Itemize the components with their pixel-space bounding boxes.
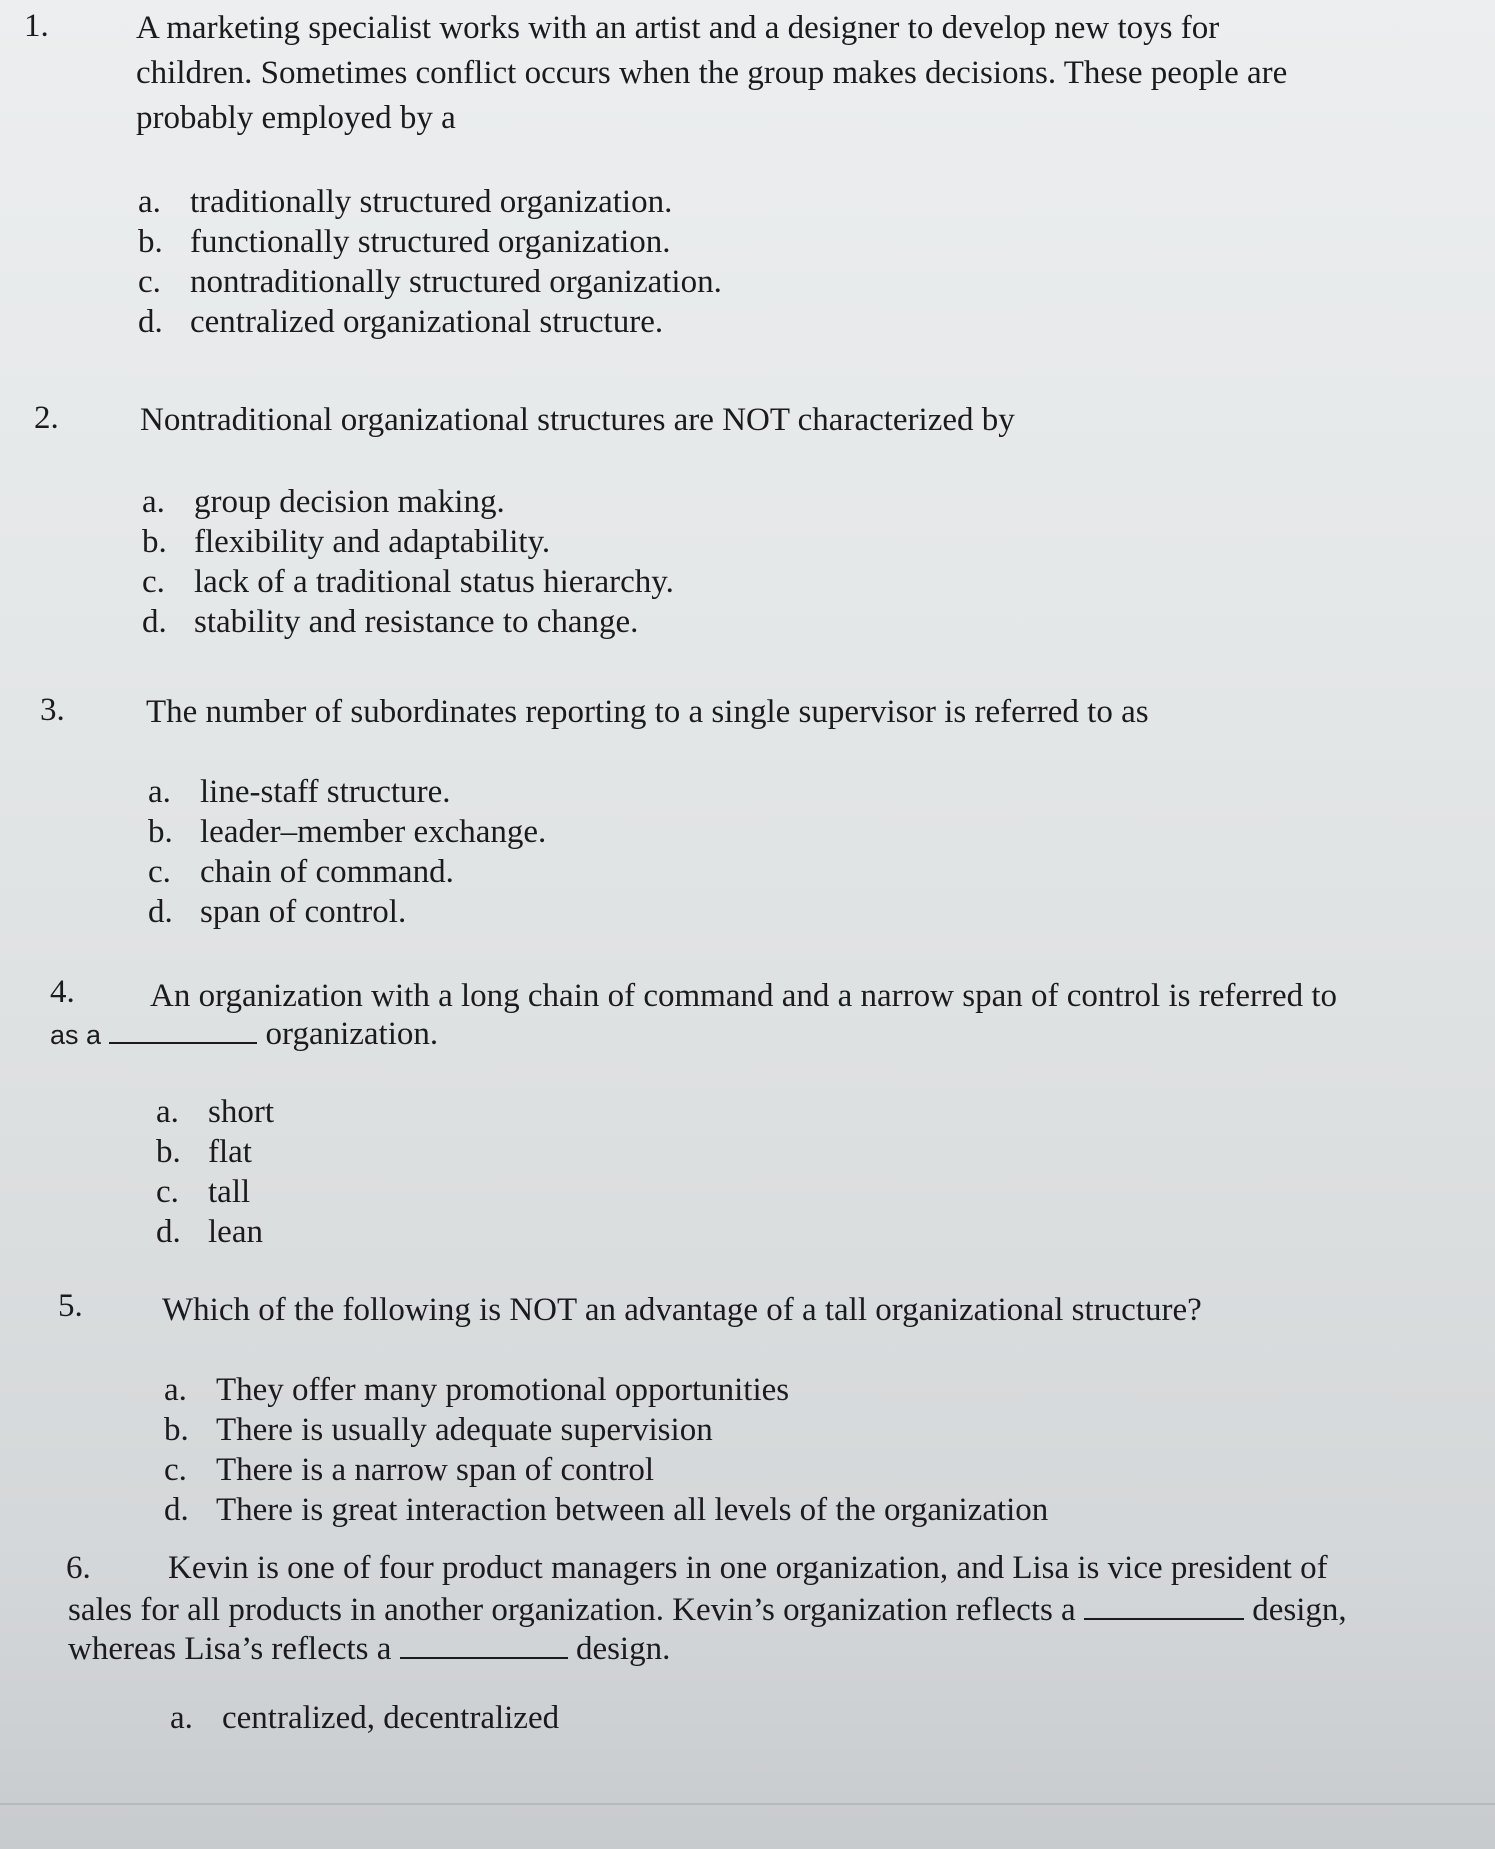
option-letter: a. [148,774,171,810]
answer-option[interactable] [142,522,674,562]
question-stem [168,1548,1468,1588]
answer-option[interactable] [156,1132,274,1172]
option-text: traditionally structured organization. [190,184,673,220]
stem-line-3 [68,1627,1478,1666]
stem-line: The number of subordinates reporting to a single supervisor is referred to as [146,694,1149,730]
answer-blank [1084,1588,1244,1620]
question-stem [140,398,1440,443]
answer-blank [400,1627,568,1659]
answer-option[interactable] [138,262,722,302]
option-text: group decision making. [194,484,505,520]
stem-line: probably employed by a [136,100,456,136]
answer-option[interactable] [164,1410,1048,1450]
option-text: lack of a traditional status hierarchy. [194,564,674,600]
option-letter: c. [156,1174,179,1210]
option-text: There is a narrow span of control [216,1452,655,1488]
option-text: stability and resistance to change. [194,604,639,640]
option-text: There is great interaction between all levels of the organization [216,1492,1049,1528]
question-number: 1. [24,8,49,44]
option-letter: a. [138,184,161,220]
answer-option[interactable] [148,812,546,852]
option-letter: b. [138,224,163,260]
answer-option[interactable] [164,1490,1048,1530]
answer-option[interactable] [138,302,722,342]
option-letter: b. [164,1412,189,1448]
question-stem [136,6,1466,141]
option-text: short [208,1094,274,1130]
answer-option[interactable] [164,1450,1048,1490]
option-letter: c. [164,1452,187,1488]
option-letter: b. [142,524,167,560]
option-letter: a. [142,484,165,520]
stem-suffix: design, [1252,1592,1347,1628]
stem-prefix: whereas Lisa’s reflects a [68,1631,392,1667]
answer-options [156,1092,274,1252]
stem-line-2 [68,1588,1478,1627]
answer-option[interactable] [142,562,674,602]
question-number: 4. [50,974,75,1010]
answer-options [148,772,546,932]
answer-option[interactable] [156,1092,274,1132]
option-text: flat [208,1134,252,1170]
option-letter: a. [156,1094,179,1130]
answer-options [170,1698,559,1738]
answer-option[interactable] [156,1212,274,1252]
option-text: tall [208,1174,251,1210]
option-text: They offer many promotional opportunities [216,1372,790,1408]
answer-option[interactable] [148,772,546,812]
option-letter: b. [148,814,173,850]
answer-options [164,1370,1048,1530]
answer-option[interactable] [170,1698,559,1738]
option-letter: d. [142,604,167,640]
answer-option[interactable] [148,852,546,892]
stem-line: An organization with a long chain of command and a narrow span of control is referred to [150,978,1338,1014]
option-letter: c. [142,564,165,600]
answer-options [142,482,674,642]
question-number: 6. [66,1550,91,1586]
stem-suffix: design. [575,1631,671,1667]
option-letter: d. [148,894,173,930]
answer-option[interactable] [142,602,674,642]
answer-blank [109,1012,257,1044]
answer-options [138,182,722,342]
option-letter: d. [164,1492,189,1528]
stem-line: A marketing specialist works with an artist and a designer to develop new toys for [136,10,1220,46]
option-letter: c. [138,264,161,300]
option-letter: b. [156,1134,181,1170]
question-stem-continuation [68,1588,1478,1666]
stem-line: Nontraditional organizational structures are NOT characterized by [140,402,1015,438]
option-text: centralized organizational structure. [190,304,664,340]
stem-prefix: as a [50,1020,102,1050]
option-letter: a. [164,1372,187,1408]
option-text: There is usually adequate supervision [216,1412,713,1448]
option-text: chain of command. [200,854,454,890]
answer-option[interactable] [156,1172,274,1212]
question-stem [146,690,1446,735]
question-number: 5. [58,1288,83,1324]
divider [0,1803,1495,1805]
option-letter: c. [148,854,171,890]
option-text: flexibility and adaptability. [194,524,551,560]
question-number: 2. [34,400,59,436]
answer-option[interactable] [164,1370,1048,1410]
option-text: nontraditionally structured organization. [190,264,722,300]
option-text: functionally structured organization. [190,224,671,260]
answer-option[interactable] [138,222,722,262]
stem-line: children. Sometimes conflict occurs when the group makes decisions. These people are [136,55,1288,91]
question-stem [162,1288,1462,1333]
option-text: centralized, decentralized [222,1700,560,1736]
option-text: leader–member exchange. [200,814,547,850]
stem-prefix: sales for all products in another organization. Kevin’s organization reflects a [68,1592,1076,1628]
question-number: 3. [40,692,65,728]
option-letter: d. [156,1214,181,1250]
stem-line: Kevin is one of four product managers in one organization, and Lisa is vice president of [168,1550,1328,1586]
option-letter: a. [170,1700,193,1736]
option-letter: d. [138,304,163,340]
answer-option[interactable] [148,892,546,932]
option-text: span of control. [200,894,407,930]
question-stem-continuation [50,1012,1380,1058]
answer-option[interactable] [138,182,722,222]
answer-option[interactable] [142,482,674,522]
stem-suffix: organization. [265,1016,439,1052]
stem-line: Which of the following is NOT an advantage of a tall organizational structure? [162,1292,1202,1328]
option-text: lean [208,1214,263,1250]
option-text: line-staff structure. [200,774,451,810]
